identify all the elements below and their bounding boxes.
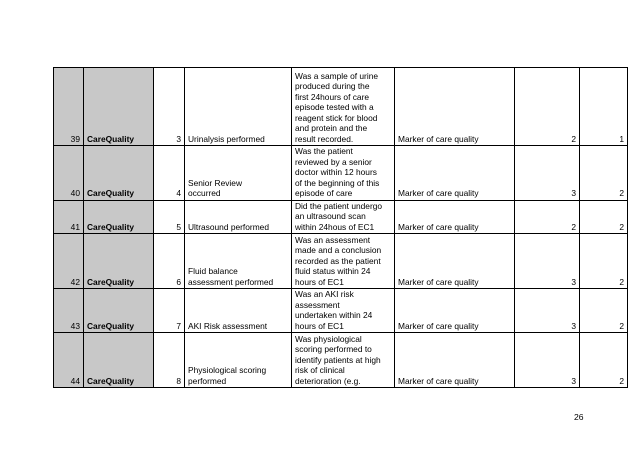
page-number: 26 [574, 412, 584, 422]
category-cell: CareQuality [84, 68, 154, 146]
type-cell: Marker of care quality [395, 146, 515, 201]
type-cell: Marker of care quality [395, 289, 515, 333]
indicator-name-cell-line: performed [188, 375, 227, 386]
table-row [54, 68, 628, 146]
index-cell: 6 [154, 234, 185, 289]
row-number-cell: 44 [54, 333, 84, 388]
indicator-name-cell-line: occurred [188, 188, 221, 198]
value1-cell: 3 [515, 333, 580, 388]
care-quality-table [53, 67, 628, 388]
type-cell: Marker of care quality [395, 68, 515, 146]
category-cell: CareQuality [84, 333, 154, 388]
type-cell: Marker of care quality [395, 234, 515, 289]
indicator-name-cell-line: Urinalysis performed [188, 133, 265, 144]
description-cell-line: and protein and the [295, 123, 368, 133]
indicator-name-cell [185, 146, 292, 201]
description-cell-line: scoring performed to [295, 344, 372, 354]
value1-cell: 3 [515, 146, 580, 201]
row-number-cell: 42 [54, 234, 84, 289]
table-row [54, 234, 628, 289]
description-cell-line: episode of care [295, 188, 353, 198]
value2-cell: 1 [580, 68, 628, 146]
description-cell-line: identify patients at high [295, 354, 381, 365]
value2-cell: 2 [580, 333, 628, 388]
indicator-name-cell-line: Senior Review [188, 177, 242, 188]
description-cell [292, 289, 395, 333]
indicator-name-cell-line: AKI Risk assessment [188, 320, 268, 331]
row-number-cell: 41 [54, 200, 84, 234]
indicator-name-cell-line: Physiological scoring [188, 365, 267, 375]
indicator-name-cell [185, 234, 292, 289]
description-cell-line: reagent stick for blood [295, 112, 378, 123]
description-cell-line: Was physiological [295, 333, 362, 344]
description-cell-line: reviewed by a senior [295, 156, 372, 167]
table-row [54, 333, 628, 388]
description-cell-line: assessment [295, 299, 340, 310]
description-cell-line: risk of clinical [295, 365, 345, 375]
description-cell [292, 68, 395, 146]
description-cell-line: Was the patient [295, 146, 353, 156]
value2-cell: 2 [580, 289, 628, 333]
value1-cell: 2 [515, 200, 580, 234]
description-cell-line: an ultrasound scan [295, 211, 366, 221]
index-cell: 8 [154, 333, 185, 388]
value1-cell: 3 [515, 234, 580, 289]
description-cell-line: fluid status within 24 [295, 266, 371, 276]
category-cell: CareQuality [84, 289, 154, 333]
description-cell-line: first 24hours of care [295, 91, 370, 102]
description-cell-line: Did the patient undergo [295, 200, 383, 211]
description-cell-line: Was an assessment [295, 234, 371, 245]
description-cell [292, 234, 395, 289]
index-cell: 3 [154, 68, 185, 146]
indicator-name-cell-line: Ultrasound performed [188, 221, 269, 232]
row-number-cell: 40 [54, 146, 84, 201]
category-cell: CareQuality [84, 146, 154, 201]
table-row [54, 200, 628, 234]
table-row [54, 289, 628, 333]
value2-cell: 2 [580, 234, 628, 289]
description-cell-line: result recorded. [295, 133, 354, 144]
index-cell: 4 [154, 146, 185, 201]
description-cell-line: doctor within 12 hours [295, 167, 377, 177]
description-cell-line: of the beginning of this [295, 177, 380, 188]
index-cell: 7 [154, 289, 185, 333]
indicator-name-cell [185, 200, 292, 234]
description-cell-line: deterioration (e.g. [295, 375, 361, 386]
row-number-cell: 39 [54, 68, 84, 146]
description-cell-line: undertaken within 24 [295, 310, 373, 320]
description-cell-line: recorded as the patient [295, 255, 381, 266]
type-cell: Marker of care quality [395, 333, 515, 388]
indicator-name-cell [185, 68, 292, 146]
indicator-name-cell [185, 289, 292, 333]
description-cell-line: produced during the [295, 81, 370, 91]
value2-cell: 2 [580, 200, 628, 234]
category-cell: CareQuality [84, 234, 154, 289]
index-cell: 5 [154, 200, 185, 234]
description-cell-line: hours of EC1 [295, 276, 344, 287]
value1-cell: 2 [515, 68, 580, 146]
indicator-name-cell [185, 333, 292, 388]
description-cell-line: episode tested with a [295, 102, 374, 112]
category-cell: CareQuality [84, 200, 154, 234]
type-cell: Marker of care quality [395, 200, 515, 234]
description-cell [292, 333, 395, 388]
table-row [54, 146, 628, 201]
indicator-name-cell-line: assessment performed [188, 276, 274, 287]
indicator-name-cell-line: Fluid balance [188, 266, 238, 276]
value2-cell: 2 [580, 146, 628, 201]
description-cell [292, 200, 395, 234]
description-cell [292, 146, 395, 201]
description-cell-line: Was a sample of urine [295, 70, 379, 81]
row-number-cell: 43 [54, 289, 84, 333]
description-cell-line: made and a conclusion [295, 245, 382, 255]
description-cell-line: within 24hous of EC1 [295, 221, 375, 232]
description-cell-line: Was an AKI risk [295, 289, 354, 299]
value1-cell: 3 [515, 289, 580, 333]
description-cell-line: hours of EC1 [295, 320, 344, 331]
